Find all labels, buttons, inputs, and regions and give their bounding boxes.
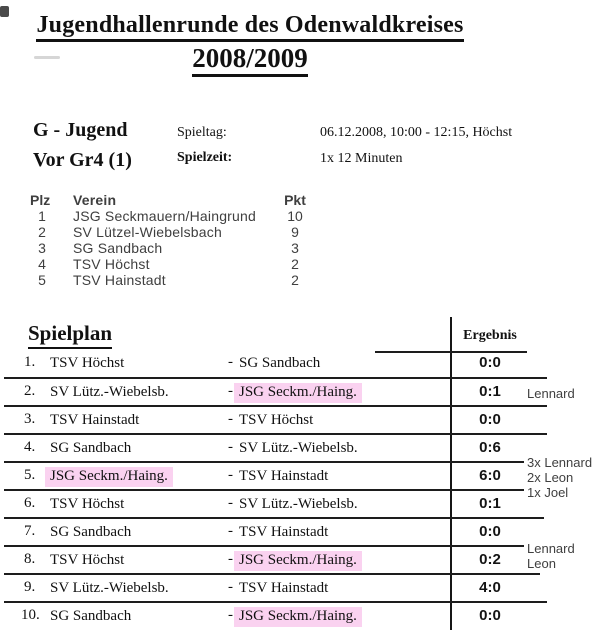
match-result: 0:0 [479,354,501,371]
match-row [0,383,612,405]
match-row [0,579,612,601]
standings-team: SV Lützel-Wiebelsbach [73,224,222,240]
match-row [0,467,612,489]
goal-note-line: 2x Leon [527,470,574,485]
match-separator: - [228,383,233,399]
match-number: 8. [24,551,36,567]
match-result: 4:0 [479,579,501,596]
match-away-team-highlighted: JSG Seckm./Haing. [234,383,362,403]
match-number: 6. [24,495,36,511]
standings-rank: 4 [38,256,46,272]
match-number: 9. [24,579,36,595]
match-separator: - [228,439,233,455]
match-separator: - [228,579,233,595]
standings-header-plz: Plz [30,192,51,208]
standings-header-pkt: Pkt [284,192,306,208]
match-number: 10. [21,607,40,623]
standings-points: 2 [291,272,299,288]
match-home-team: SG Sandbach [50,524,132,540]
match-home-team: SV Lütz.-Wiebelsb. [50,580,169,596]
match-home-team: TSV Höchst [50,552,125,568]
match-result: 6:0 [479,467,501,484]
goal-note-line: Lennard [527,386,575,401]
match-away-team: TSV Hainstadt [239,580,329,596]
match-away-team-highlighted: JSG Seckm./Haing. [234,551,362,571]
match-result: 0:0 [479,607,501,624]
result-header-underline [375,351,527,353]
match-home-team: SG Sandbach [50,608,132,624]
match-separator: - [228,551,233,567]
match-result: 0:0 [479,411,501,428]
season-title: 2008/2009 [0,43,500,74]
row-divider [4,601,547,603]
match-away-team: SV Lütz.-Wiebelsb. [239,440,358,456]
match-separator: - [228,411,233,427]
page-title: Jugendhallenrunde des Odenwaldkreises [0,12,500,39]
goal-note-line: Leon [527,556,556,571]
match-home-team: TSV Höchst [50,355,125,371]
standings-team: TSV Hainstadt [73,272,166,288]
standings-points: 2 [291,256,299,272]
match-number: 2. [24,383,36,399]
match-separator: - [228,354,233,370]
match-row [0,411,612,433]
standings-team: JSG Seckmauern/Haingrund [73,208,256,224]
match-separator: - [228,607,233,623]
match-separator: - [228,523,233,539]
standings-points: 3 [291,240,299,256]
row-divider [4,461,524,463]
standings-team: TSV Höchst [73,256,150,272]
match-away-team-highlighted: JSG Seckm./Haing. [234,607,362,627]
match-row [0,551,612,573]
goal-note-line: 3x Lennard [527,455,593,470]
match-separator: - [228,467,233,483]
match-home-team: TSV Hainstadt [50,412,140,428]
spielzeit-label: Spielzeit: [177,150,233,165]
standings-rank: 3 [38,240,46,256]
row-divider [4,433,547,435]
goal-note-line: Lennard [527,541,575,556]
match-number: 7. [24,523,36,539]
schedule-heading: Spielplan [28,321,112,346]
match-home-team: SG Sandbach [50,440,132,456]
row-divider [4,489,524,491]
goal-note [527,455,592,500]
spieltag-value: 06.12.2008, 10:00 - 12:15, Höchst [320,125,513,140]
match-separator: - [228,495,233,511]
spieltag-label: Spieltag: [177,125,227,140]
standings-points: 10 [287,208,303,224]
match-away-team: SG Sandbach [239,355,321,371]
match-row [0,495,612,517]
match-row [0,354,612,376]
match-row [0,439,612,461]
match-result: 0:2 [479,551,501,568]
match-result: 0:1 [479,383,501,400]
match-away-team: SV Lütz.-Wiebelsb. [239,496,358,512]
goal-note [527,386,575,401]
standings-rank: 5 [38,272,46,288]
match-result: 0:6 [479,439,501,456]
standings-team: SG Sandbach [73,240,163,256]
row-divider [4,517,544,519]
match-away-team: TSV Hainstadt [239,468,329,484]
standings-rank: 1 [38,208,46,224]
row-divider [4,545,524,547]
goal-note-line: 1x Joel [527,485,569,500]
match-away-team: TSV Hainstadt [239,524,329,540]
match-number: 1. [24,354,36,370]
match-home-team-highlighted: JSG Seckm./Haing. [45,467,173,487]
title-block [0,12,500,74]
match-result: 0:0 [479,523,501,540]
spielzeit-value: 1x 12 Minuten [320,151,403,166]
match-row [0,607,612,629]
row-divider [4,573,540,575]
match-home-team: TSV Höchst [50,496,125,512]
match-away-team: TSV Höchst [239,412,314,428]
match-number: 4. [24,439,36,455]
standings-rank: 2 [38,224,46,240]
age-group-label: G - Jugend [33,119,128,141]
row-divider [4,405,547,407]
standings-points: 9 [291,224,299,240]
match-number: 3. [24,411,36,427]
match-number: 5. [24,467,36,483]
match-home-team: SV Lütz.-Wiebelsb. [50,384,169,400]
row-divider [4,377,547,379]
result-column-header: Ergebnis [463,328,517,343]
match-result: 0:1 [479,495,501,512]
match-row [0,523,612,545]
standings-header-verein: Verein [73,192,117,208]
round-label: Vor Gr4 (1) [33,149,132,171]
goal-note [527,541,575,571]
